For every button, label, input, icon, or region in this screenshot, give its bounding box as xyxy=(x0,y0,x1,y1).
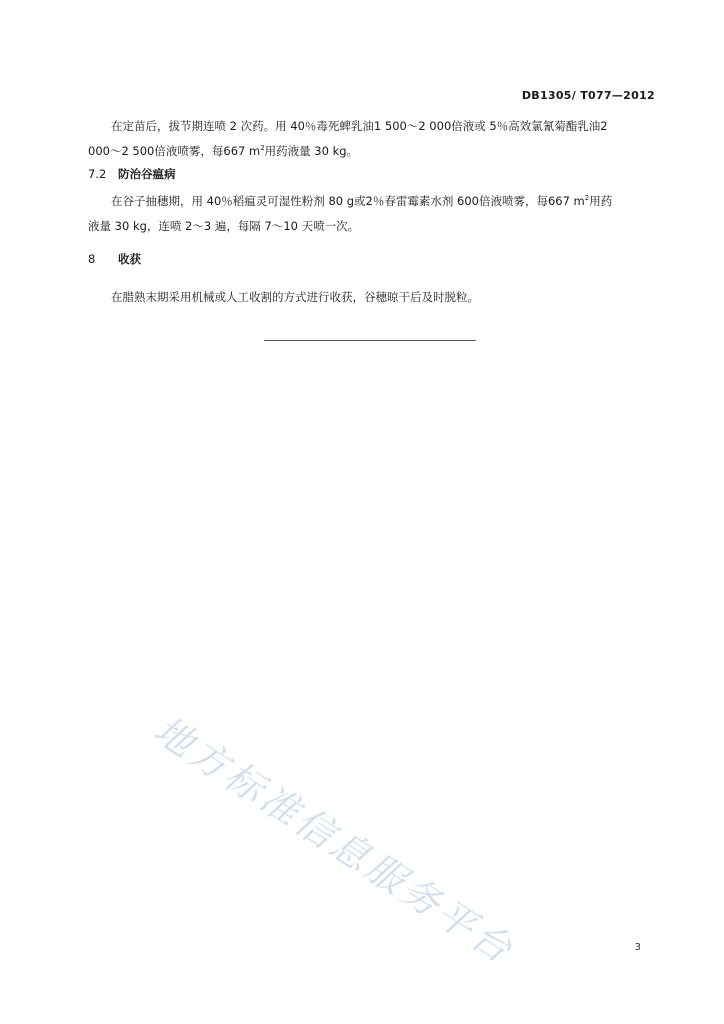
text-run: 用药 xyxy=(589,194,613,208)
paragraph-harvest xyxy=(88,285,656,310)
text-run: 在腊熟末期采用机械或人工收割的方式进行收获，谷穗晾干后及时脱粒。 xyxy=(111,290,479,304)
paragraph-line xyxy=(88,114,656,139)
text-run: 在定苗后，拔节期连喷 2 次药。用 40％毒死蜱乳油1 500～2 000倍液或 5％高效氯氰菊酯乳油2 xyxy=(111,119,608,133)
superscript: 2 xyxy=(260,144,265,153)
watermark: 地方标准信息服务平台 xyxy=(146,707,523,974)
paragraph-rice-blast xyxy=(88,189,656,239)
text-run: 用药液量 30 kg。 xyxy=(264,144,359,158)
page-number: 3 xyxy=(634,942,641,953)
heading-title: 收获 xyxy=(118,252,141,266)
text-run: 液量 30 kg，连喷 2～3 遍，每隔 7～10 天喷一次。 xyxy=(88,219,360,233)
heading-8 xyxy=(88,251,141,267)
heading-7-2 xyxy=(88,166,176,182)
heading-number: 8 xyxy=(88,252,96,266)
paragraph-line xyxy=(88,189,656,214)
paragraph-line xyxy=(88,139,656,164)
text-run: 在谷子抽穗期，用 40％稻瘟灵可湿性粉剂 80 g或2％春雷霉素水剂 600倍液喷雾，每667 m xyxy=(111,194,585,208)
paragraph-line xyxy=(88,214,656,239)
text-run: 000～2 500倍液喷雾，每667 m xyxy=(88,144,261,158)
superscript: 2 xyxy=(584,194,590,203)
paragraph-pest-control xyxy=(88,114,656,164)
heading-number: 7.2 xyxy=(88,167,107,181)
paragraph-line xyxy=(88,285,656,310)
heading-title: 防治谷瘟病 xyxy=(118,167,176,181)
document-code: DB1305/ T077—2012 xyxy=(521,89,655,102)
end-rule xyxy=(264,340,476,341)
